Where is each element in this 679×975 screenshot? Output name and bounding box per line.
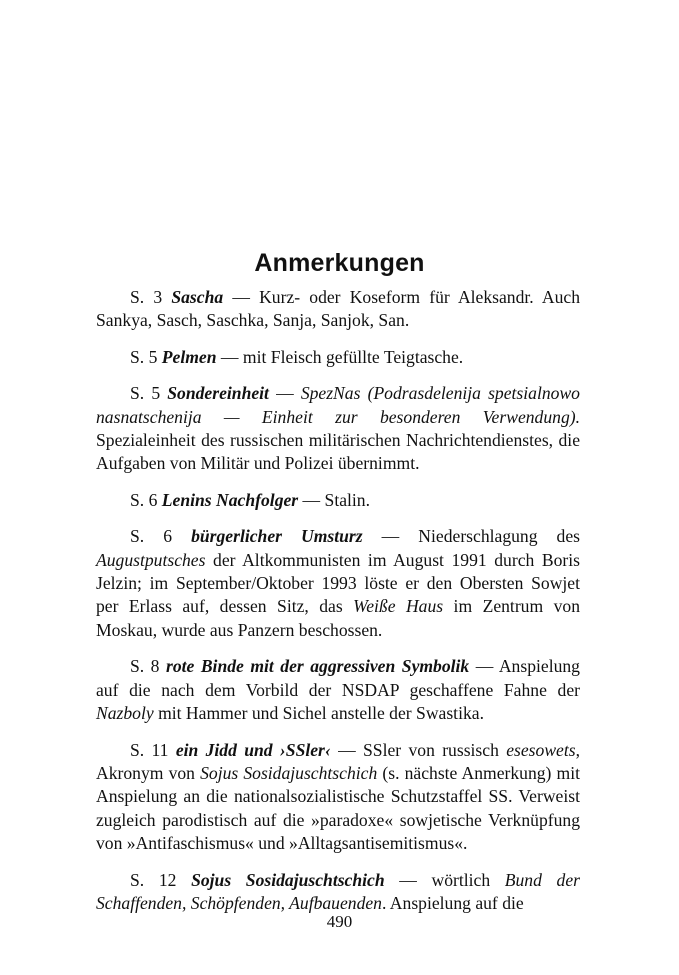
note-italic-text: Weiße Haus: [353, 596, 444, 617]
page-title: Anmerkungen: [254, 248, 425, 277]
note-text: — SSler von russisch: [330, 739, 507, 760]
note-text: Spezialeinheit des russischen militärischen Nachrichtendienstes, die Aufgaben von Militär und Polizei übernimmt.: [96, 430, 580, 474]
note-lemma: Sondereinheit: [167, 383, 269, 404]
note-rote-binde: [96, 655, 580, 725]
note-italic-text: SpezNas (Podrasdelenija spetsialnowo nasnatschenija — Einheit zur besonderen Verwendung).: [96, 383, 580, 427]
note-lenins-nachfolger: [96, 489, 580, 512]
note-text: mit Hammer und Sichel anstelle der Swastika.: [153, 703, 484, 724]
note-italic-text: Bund der Schaffenden, Schöpfenden, Aufbauenden: [96, 869, 580, 913]
note-ref: S. 5: [130, 346, 158, 367]
note-text: . Anspielung auf die: [381, 892, 524, 913]
note-text: — Niederschlagung des: [362, 526, 581, 547]
note-jidd-ssler: [96, 739, 580, 856]
note-text: , Akronym von: [96, 739, 581, 783]
note-text: — Stalin.: [298, 489, 371, 510]
note-buergerlicher-umsturz: [96, 525, 580, 642]
note-text: — mit Fleisch gefüllte Teigtasche.: [216, 346, 464, 367]
note-ref: S. 6: [130, 489, 158, 510]
note-sondereinheit: [96, 382, 580, 476]
note-sascha: [96, 286, 580, 333]
note-ref: S. 5: [130, 383, 161, 404]
note-text: der Altkommunisten im August 1991 durch Boris Jelzin; im September/Oktober 1993 löste er den Obersten Sowjet per Erlass auf, dessen Sitz, das: [96, 549, 580, 617]
note-lemma: Sojus Sosidajuschtschich: [191, 869, 385, 890]
note-ref: S. 11: [130, 739, 169, 760]
note-lemma: rote Binde mit der aggressiven Symbolik: [165, 656, 470, 677]
notes-list: [96, 286, 580, 915]
note-italic-text: Sojus Sosidajuschtschich: [200, 762, 378, 783]
note-lemma: Sascha: [171, 287, 224, 307]
note-ref: S. 8: [130, 656, 160, 677]
note-text: — Kurz- oder Koseform für Aleksandr. Auch Sankya, Sasch, Saschka, Sanja, Sanjok, San.: [96, 287, 580, 331]
note-text: — Anspielung auf die nach dem Vorbild der NSDAP geschaffene Fahne der: [96, 656, 580, 700]
note-lemma: bürgerlicher Umsturz: [191, 526, 363, 547]
note-italic-text: esesowets: [506, 739, 576, 760]
note-italic-text: Nazboly: [96, 703, 154, 724]
page-number: 490: [326, 912, 353, 931]
note-lemma: ein Jidd und ›SSler‹: [175, 739, 331, 760]
note-lemma: Pelmen: [161, 346, 217, 367]
note-text: — wörtlich: [384, 869, 505, 890]
note-ref: S. 12: [130, 869, 177, 890]
note-text: (s. nächste Anmerkung) mit Anspielung an die nationalsozialistische Schutzstaffel SS. Verweist zugleich parodistisch auf die »paradoxe« sowjetische Verknüpfung von »Antifaschismus« und »Alltagsantisemitismus«.: [96, 762, 581, 854]
note-ref: S. 3: [130, 287, 163, 307]
note-pelmen: [96, 346, 580, 369]
note-ref: S. 6: [130, 526, 173, 547]
note-italic-text: Augustputsches: [96, 549, 206, 570]
note-text: —: [268, 383, 301, 404]
note-text: im Zentrum von Moskau, wurde aus Panzern beschossen.: [96, 596, 581, 640]
note-sojus: [96, 869, 580, 916]
note-lemma: Lenins Nachfolger: [161, 489, 299, 510]
